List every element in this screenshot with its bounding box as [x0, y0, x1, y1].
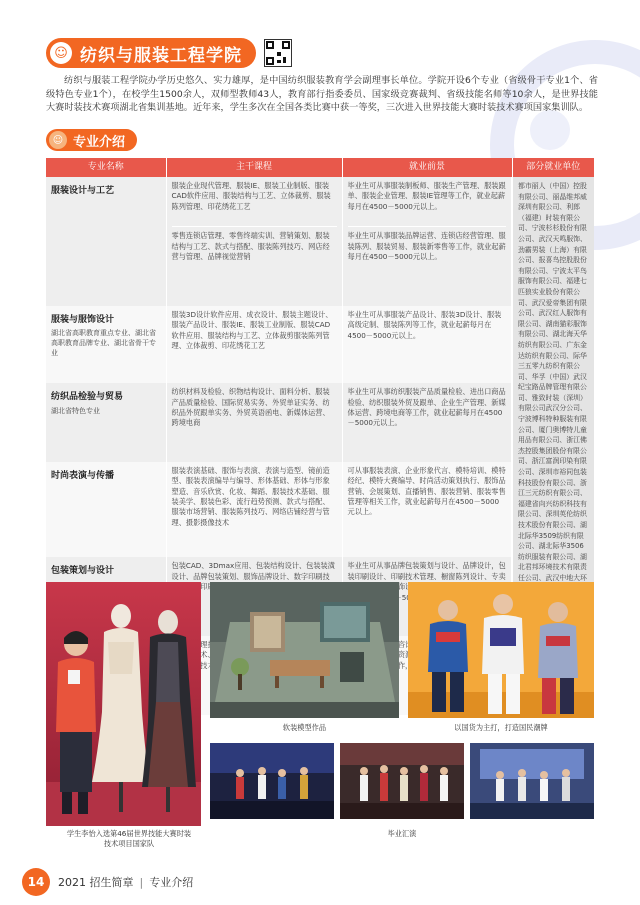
table-row	[46, 462, 594, 558]
major-name: 服装设计与工艺	[51, 186, 115, 196]
section-header	[46, 129, 137, 151]
photo-caption: 学生李怡入选第46届世界技能大赛时装技术项目国家队	[66, 829, 192, 848]
course-text: 服装表演基础、服饰与表演、表演与造型、镜前造型、服装表演编导与编导、形体基础、形体与形象塑造、音乐欣赏、化妆、舞蹈、服装技术基础、服装美学、服装色彩、流行趋势预测、款式与搭配、服装市场营销、服装陈列技巧、网络店铺经营与管理、摄影摄像技术	[171, 465, 330, 527]
decorative-dot	[530, 110, 570, 150]
table-row	[46, 177, 594, 306]
fashion-models-photo	[408, 582, 594, 718]
column-header: 专业名称	[46, 158, 166, 177]
major-cell	[46, 177, 166, 306]
table-header-row	[46, 158, 594, 177]
career-cell	[342, 462, 512, 558]
career-cell	[342, 177, 512, 306]
intro-paragraph: 纺织与服装工程学院办学历史悠久、实力雄厚，是中国纺织服装教育学会副理事长单位。学院开设6个专业（省级骨干专业1个、省级特色专业1个），在校学生1500余人，双师型教师43人，教育部行指委委员、国家级竞赛裁判、省级技能名师等10余人，是世界技能大赛时装技术赛项湖北省集训基地。近年来，学生多次在全国各类比赛中获一等奖，三次进入世界技能大赛时装技术赛项国家集训队。	[46, 75, 598, 113]
qr-code-icon[interactable]	[264, 39, 292, 67]
smile-icon: ☺	[50, 42, 72, 64]
table-row	[46, 383, 594, 462]
major-name: 时尚表演与传播	[51, 470, 115, 481]
course-cell	[166, 462, 342, 558]
course-cell	[166, 177, 342, 306]
major-cell	[46, 383, 166, 462]
course-cell	[166, 306, 342, 383]
runway-photo-1	[210, 743, 334, 819]
column-header: 就业前景	[342, 158, 512, 177]
footer-title: 2021 招生简章	[58, 876, 134, 889]
page-number: 14	[22, 868, 50, 896]
course-text: 包装CAD、3Dmax应用、包装结构设计、包装装潢设计、品牌包装策划、服饰品牌设计、数字印刷技 印刷	[171, 561, 335, 592]
section-title-badge	[46, 38, 256, 68]
course-text: 服装企业现代管理、服装IE、服装工业制版、服装CAD软件应用、服装结构与工艺、立体裁剪、服装陈列管理、印花绣花工艺	[171, 181, 331, 211]
room-model-photo	[210, 582, 399, 718]
course-text: 纺织材料及检验、织物结构设计、面料分析、服装产品质量检验、国际贸易实务、外贸单证实务、纺织品外贸跟单实务、外贸英语函电、新媒体运营、跨境电商	[171, 387, 330, 428]
career-text: 毕业生可从事服装品牌运营、连锁店经营管理、服装陈列、服装贸易、服装新零售等工作，就业起薪每月在4500－5000元以上。	[348, 226, 507, 262]
career-cell	[342, 383, 512, 462]
career-text: 毕业生可从事服装产品设计、服装3D设计、服装高级定制、服装陈列等工作，就业起薪每月在4500－5000元以上。	[347, 309, 502, 340]
student-photo	[46, 582, 201, 826]
column-header: 主干课程	[166, 158, 342, 177]
major-name: 纺织品检验与贸易	[51, 392, 124, 403]
course-text: 服装3D设计软件应用、成衣设计、服装主题设计、服装产品设计、服装IE、服装工业制版、服装CAD软件应用、服装结构与工艺、立体裁剪服装陈列管理、立体裁剪、印花绣花工艺	[171, 309, 333, 351]
course-text: 零售连锁店管理、零售终端实训、营销策划、服装结构与工艺、款式与搭配、服装陈列技巧、网店经营与管理、品牌视觉营销	[172, 226, 337, 262]
footer-separator: |	[139, 875, 144, 889]
photo-caption: 毕业汇演	[387, 829, 417, 838]
page-title: 纺织与服装工程学院	[80, 45, 242, 66]
career-text: 可从事服装表演、企业形象代言、模特培训、模特经纪、模特大赛编导、时尚活动策划执行、服饰品营销、会展策划、直播销售、服装营销、服装零售管理等相关工作，就业起薪每月在4500－5000元以上。	[347, 465, 506, 517]
column-header: 部分就业单位	[512, 158, 594, 177]
career-text: 毕业生可从事品牌包装策划与设计、品牌设计，包装印刷设计、印刷技术管理、橱窗陈列设计、专卖 饰设 －50	[347, 561, 506, 602]
career-text: 毕业生可从事纺织服装产品质量检验、进出口商品检验、纺织服装外贸及跟单、企业生产管理、新媒体运营、跨境电商等工作，就业起薪每月在4500－5000元以上。	[347, 387, 506, 428]
photo-caption: 以国货为主打，打造国民潮牌	[454, 723, 548, 732]
major-name: 服装与服饰设计	[51, 314, 115, 325]
runway-photo-2	[340, 743, 464, 819]
table-row	[46, 306, 594, 383]
runway-photo-3	[470, 743, 594, 819]
footer-section: 专业介绍	[149, 876, 194, 889]
major-cell	[46, 462, 166, 558]
course-cell	[166, 383, 342, 462]
major-cell	[46, 306, 166, 383]
section-badge	[46, 129, 137, 151]
section-title: 专业介绍	[73, 134, 126, 150]
photo-caption: 软装模型作品	[282, 723, 327, 732]
career-cell	[342, 306, 512, 383]
career-text: 毕业生可从事服装制板师、服装生产管理、服装跟单、服装企业管理、服装IE管理等工作，就业起薪每月在4500－5000元以上。	[347, 181, 506, 211]
major-name: 包装策划与设计	[51, 566, 115, 577]
page-header	[46, 38, 292, 68]
page-footer	[22, 868, 193, 896]
employers-text: 都市丽人（中国）控股有限公司、丽晶维邦威深圳有限公司、利郎（福建）时装有限公司、宁波杉杉股份有限公司、武汉天鸣服饰、劲霸男装（上海）有限公司、报喜鸟控股股份有限公司、宁波太平鸟服饰有限公司、福建七匹狼实业股份有限公司、武汉爱帝集团有限公司、武汉红人服饰有限公司、湖南猫彩服饰有限公司、湖北海天华纺织有限公司、广东金达纺织有限公司、际华三五零九纺织有限公司、华孚（中国）武汉纪宝路品牌管理有限公司、雅致时装（深圳）有限公司武汉分公司、宁波博科特种服装有限公司、厦门奥博特儿童用品有限公司、浙江佛杰控股集团股份有限公司、浙江富润印染有限公司、深圳市裕同包装科技股份有限公司、浙江三元纺织有限公司、福建省向兴纺织科技有限公司、深圳英伦纺织技术股份有限公司、湖北际华3509纺织有限公司、湖北际华3506纺织服装有限公司、湖北君邦环境技术有限责任公司、武汉中地大环	[518, 182, 587, 582]
major-note: 湖北省特色专业	[51, 406, 100, 415]
major-note: 湖北省高职教育重点专业、湖北省高职教育品牌专业、湖北省骨干专业	[51, 329, 156, 358]
smile-icon: ☺	[49, 131, 67, 149]
